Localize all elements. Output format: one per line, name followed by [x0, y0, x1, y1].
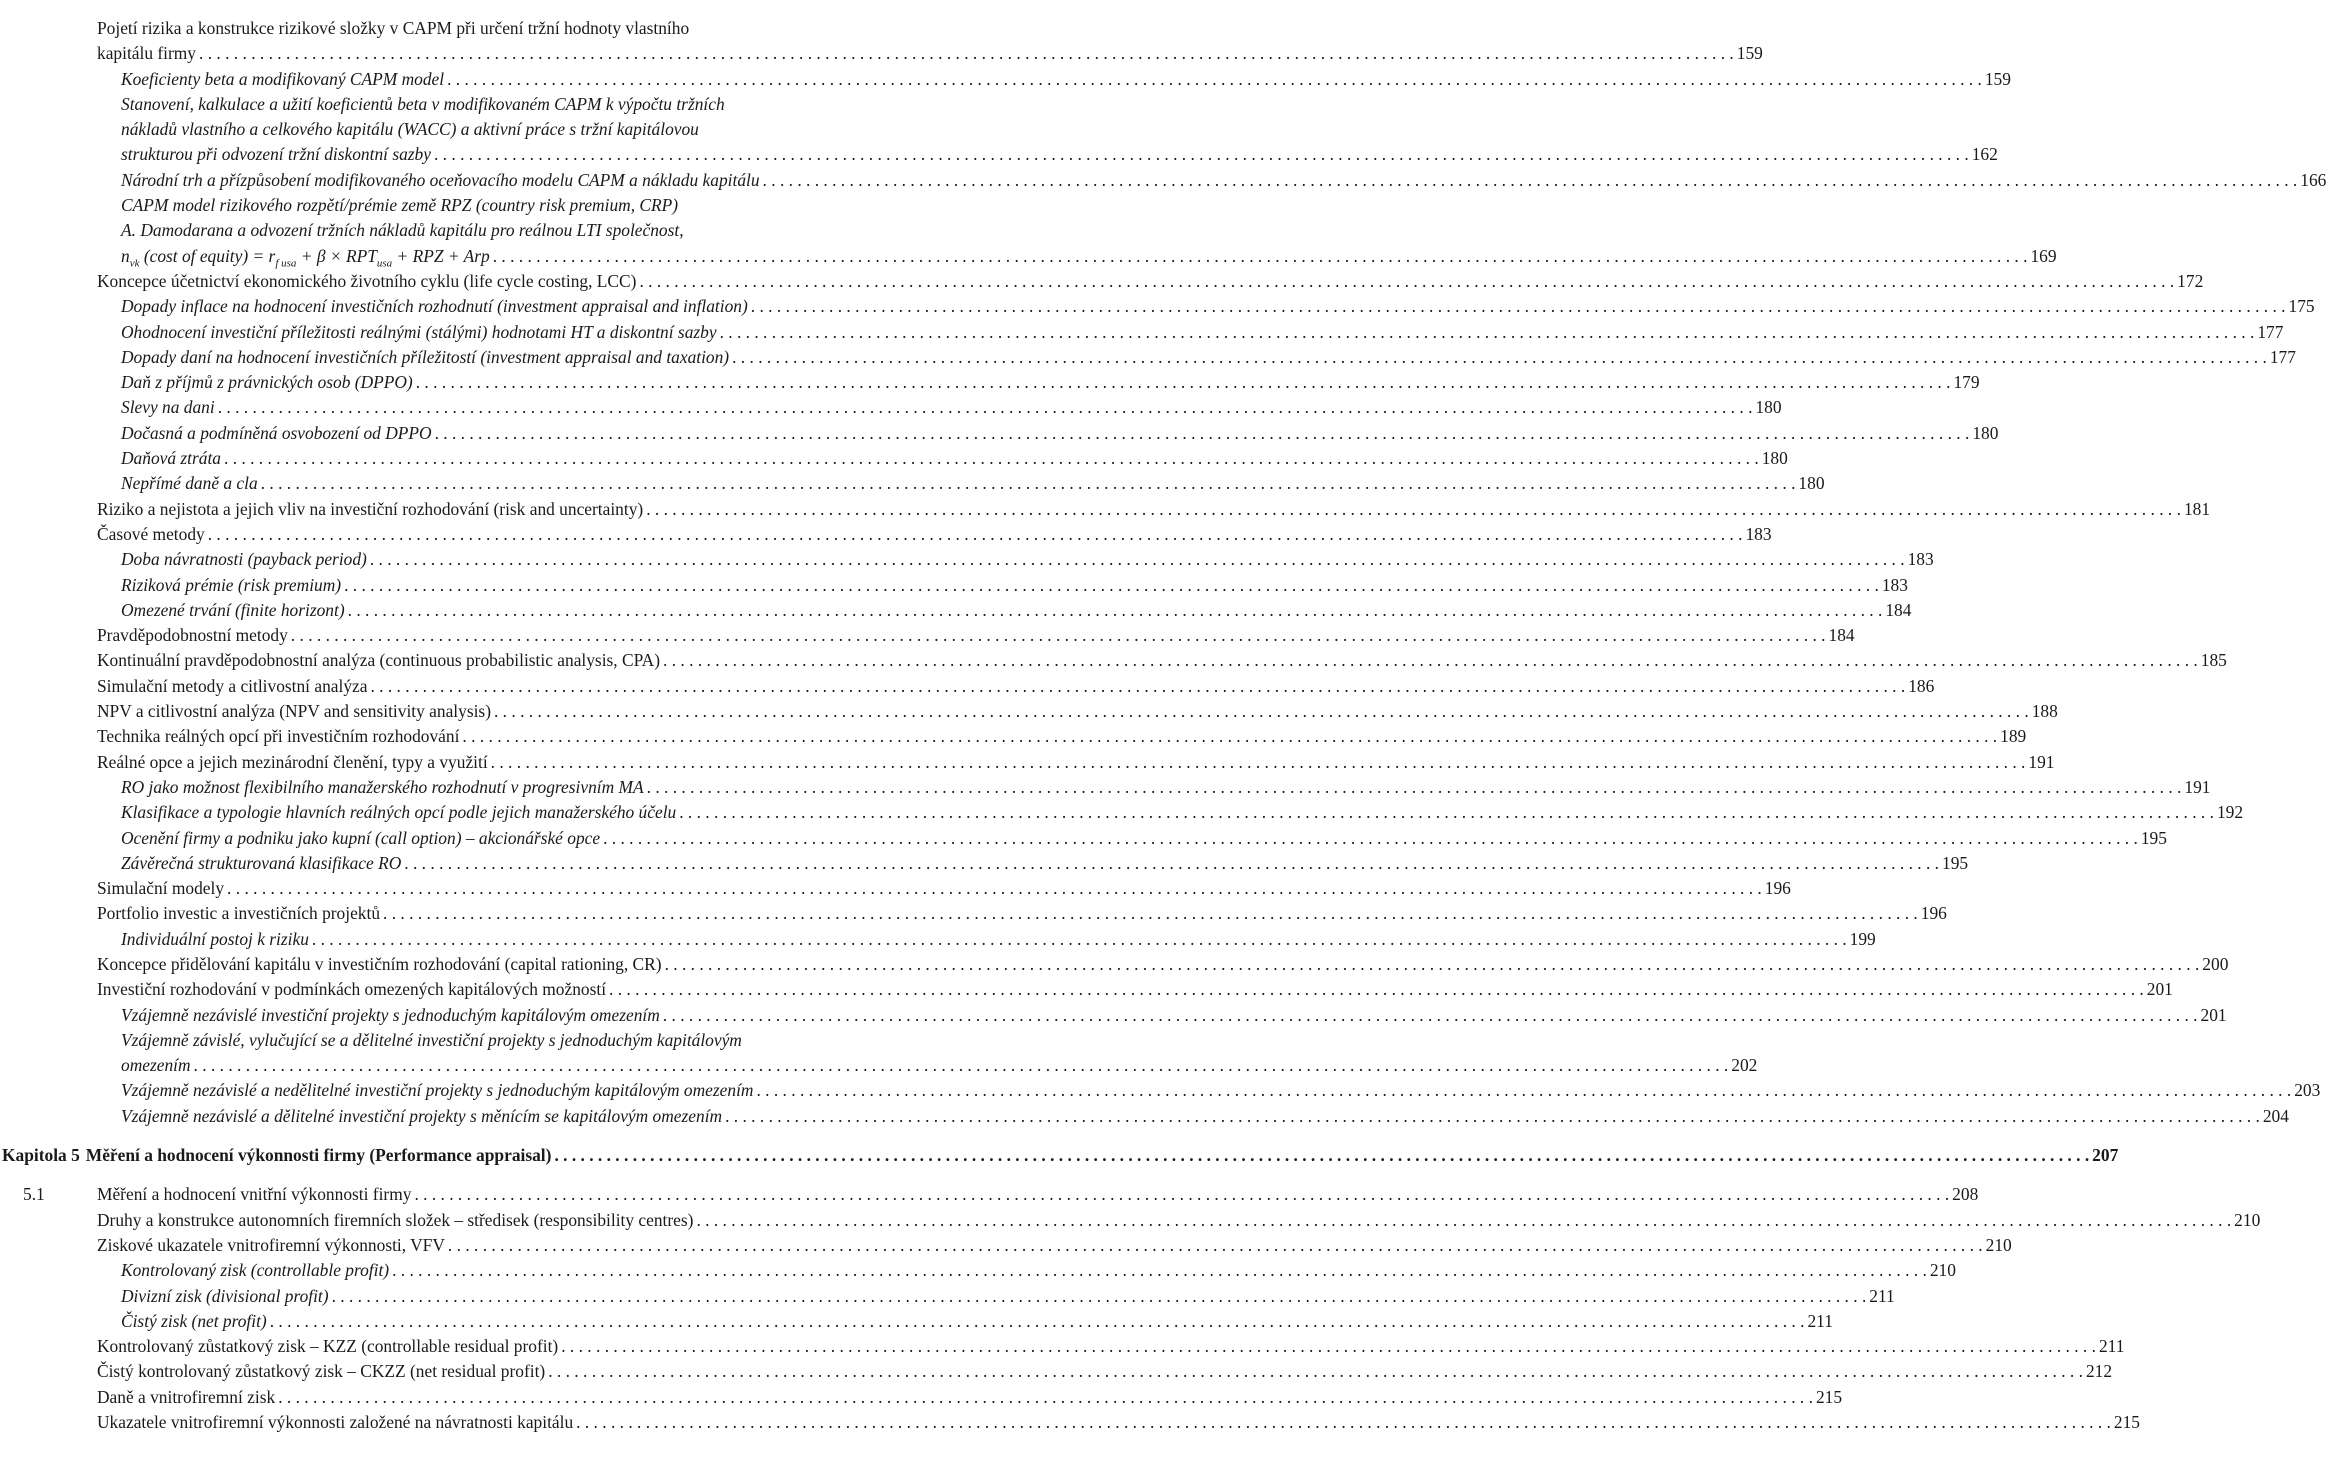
toc-page-number: 199 [1849, 928, 1876, 949]
toc-entry[interactable] [121, 1104, 2289, 1129]
toc-entry-title [121, 1003, 660, 1028]
toc-title-text: Vzájemně nezávislé investiční projekty s jednoduchým kapitálovým omezením [121, 1004, 660, 1025]
toc-page-number: 211 [1807, 1310, 1833, 1331]
dot-leader [725, 1104, 2260, 1129]
dot-leader [370, 547, 1905, 572]
toc-page-number: 180 [1972, 422, 1999, 443]
toc-entry[interactable] [97, 977, 2173, 1002]
toc-entry-title [121, 573, 341, 598]
toc-page-number: 183 [1881, 574, 1908, 595]
toc-entry-title [97, 952, 662, 977]
toc-title-text: Koeficienty beta a modifikovaný CAPM model [121, 68, 445, 89]
dot-leader [646, 497, 2181, 522]
toc-title-text: Čistý kontrolovaný zůstatkový zisk – CKZZ (net residual profit) [97, 1361, 546, 1382]
toc-entry[interactable] [97, 269, 2204, 294]
dot-leader [332, 1284, 1867, 1309]
dot-leader [751, 294, 2286, 319]
toc-page-number: 183 [1745, 523, 1772, 544]
toc-number: 5.1 [23, 1184, 45, 1205]
toc-page-number: 185 [2200, 650, 2227, 671]
toc-entry[interactable] [121, 471, 1825, 496]
dot-leader [561, 1334, 2096, 1359]
dot-leader [720, 320, 2255, 345]
dot-leader [679, 800, 2214, 825]
toc-entry[interactable] [121, 851, 1969, 876]
toc-title-text: Daně a vnitrofiremní zisk [97, 1386, 276, 1407]
toc-entry-title [97, 724, 459, 749]
toc-title-text: Ohodnocení investiční příležitosti reálnými (stálými) hodnotami HT a diskontní sazby [121, 321, 717, 342]
toc-page-number: 172 [2177, 270, 2204, 291]
toc-page-number: 204 [2262, 1105, 2289, 1126]
toc-title-text: Slevy na dani [121, 397, 215, 418]
toc-title-text: Ocenění firmy a podniku jako kupní (call option) – akcionářské opce [121, 827, 601, 848]
toc-page-number: 210 [2234, 1209, 2261, 1230]
table-of-contents [0, 16, 2326, 1435]
toc-page-number: 215 [2113, 1412, 2140, 1433]
toc-entry-title [121, 800, 676, 825]
toc-entry-title [97, 901, 380, 926]
dot-leader [199, 41, 1734, 66]
dot-leader [416, 370, 1951, 395]
dot-leader [218, 395, 1753, 420]
toc-entry-title [121, 826, 600, 851]
toc-page-number: 177 [2257, 321, 2284, 342]
toc-entry-title [121, 547, 367, 572]
toc-page-number: 203 [2294, 1080, 2321, 1101]
toc-entry-title [121, 927, 309, 952]
toc-entry-title [121, 1284, 329, 1309]
toc-entry-title [97, 876, 224, 901]
toc-title-text: Omezené trvání (finite horizont) [121, 599, 345, 620]
toc-page-number: 211 [2098, 1336, 2125, 1357]
toc-entry-title [97, 1410, 573, 1435]
toc-page-number: 180 [1755, 397, 1782, 418]
toc-title-text: RO jako možnost flexibilního manažerského rozhodnutí v progresivním MA [121, 776, 644, 797]
toc-entry-title [121, 395, 215, 420]
dot-leader [639, 269, 2174, 294]
toc-page-number: 184 [1828, 625, 1855, 646]
toc-title-text: Nepřímé daně a cla [121, 473, 258, 494]
dot-leader [609, 977, 2144, 1002]
toc-entry[interactable] [97, 952, 2229, 977]
toc-entry[interactable] [121, 1284, 1895, 1309]
toc-title-text: Ziskové ukazatele vnitrofiremní výkonnosti, VFV [97, 1234, 445, 1255]
toc-page-number: 202 [1731, 1055, 1758, 1076]
dot-leader [494, 699, 2029, 724]
toc-title-text: Kontrolovaný zůstatkový zisk – KZZ (controllable residual profit) [97, 1336, 559, 1357]
toc-entry-title [97, 522, 205, 547]
toc-page-number: 189 [2000, 726, 2027, 747]
toc-title-text: Simulační modely [97, 878, 225, 899]
toc-entry[interactable] [121, 547, 1934, 572]
toc-page-number: 208 [1952, 1184, 1979, 1205]
toc-entry[interactable] [97, 750, 2055, 775]
dot-leader [291, 623, 1826, 648]
toc-entry[interactable] [97, 901, 1947, 926]
toc-title-text: Dopady daní na hodnocení investičních příležitostí (investment appraisal and taxation) [121, 346, 730, 367]
toc-entry-title [121, 421, 432, 446]
toc-section[interactable] [23, 1182, 1979, 1207]
toc-page-number: 196 [1764, 878, 1791, 899]
dot-leader [383, 901, 1918, 926]
toc-title-text: Pravděpodobnostní metody [97, 625, 288, 646]
toc-page-number: 212 [2085, 1361, 2113, 1382]
dot-leader [224, 446, 1759, 471]
toc-entry-title [2, 1143, 551, 1168]
dot-leader [414, 1182, 1949, 1207]
toc-entry[interactable] [97, 648, 2227, 673]
toc-entry[interactable] [97, 1410, 2140, 1435]
dot-leader [696, 1208, 2231, 1233]
toc-page-number: 210 [1985, 1234, 2012, 1255]
toc-page-number: 192 [2216, 802, 2244, 823]
toc-page-number: 159 [1984, 68, 2011, 89]
dot-leader [763, 168, 2298, 193]
toc-entry[interactable] [121, 370, 1980, 395]
dot-leader [665, 952, 2200, 977]
toc-entry[interactable] [97, 1385, 1843, 1410]
dot-leader [194, 1053, 1729, 1078]
toc-title-text: Vzájemně nezávislé a nedělitelné investiční projekty s jednoduchým kapitálovým omezením [121, 1080, 754, 1101]
dot-leader [663, 648, 2198, 673]
toc-title-text: Individuální postoj k riziku [121, 928, 309, 949]
toc-entry[interactable] [97, 1233, 2012, 1258]
toc-title-text: omezením [121, 1055, 191, 1076]
toc-entry[interactable] [121, 1003, 2227, 1028]
toc-title-text: Klasifikace a typologie hlavních reálných opcí podle jejich manažerského účelu [121, 802, 677, 823]
toc-entry-title [121, 142, 431, 167]
dot-leader [462, 724, 1997, 749]
formula-part: vk [129, 257, 140, 270]
toc-entry-title [121, 67, 444, 92]
toc-entry[interactable] [121, 775, 2211, 800]
toc-entry-title [97, 750, 488, 775]
toc-page-number: 183 [1907, 549, 1934, 570]
formula-part: + RPZ + Arp [392, 245, 490, 266]
toc-number: Kapitola 5 [2, 1145, 80, 1166]
toc-entry-title [97, 623, 288, 648]
dot-leader [756, 1078, 2291, 1103]
toc-entry[interactable] [121, 446, 1788, 471]
toc-title-text: Národní trh a přízpůsobení modifikovaného oceňovacího modelu CAPM a nákladu kapitálu [121, 169, 760, 190]
toc-entry[interactable] [97, 16, 1763, 67]
toc-entry[interactable] [121, 573, 1908, 598]
dot-leader [370, 674, 1905, 699]
dot-leader [447, 67, 1982, 92]
toc-entry-title [121, 244, 490, 269]
toc-entry[interactable] [121, 800, 2244, 825]
dot-leader [227, 876, 1762, 901]
toc-entry-title [121, 1053, 191, 1078]
toc-entry-title [97, 1208, 693, 1233]
toc-entry-title [121, 775, 644, 800]
toc-title-text: Daň z příjmů z právnických osob (DPPO) [121, 372, 413, 393]
toc-title-text: Doba návratnosti (payback period) [121, 549, 367, 570]
toc-entry[interactable] [121, 1028, 1758, 1079]
toc-entry-title [121, 471, 258, 496]
toc-entry-title [97, 1334, 558, 1359]
toc-entry-text-line: Pojetí rizika a konstrukce rizikové složky v CAPM při určení tržní hodnoty vlastního [97, 18, 690, 38]
toc-entry-title [121, 446, 221, 471]
toc-title-text: NPV a citlivostní analýza (NPV and sensitivity analysis) [97, 701, 491, 722]
toc-page-number: 191 [2184, 776, 2211, 797]
dot-leader [404, 851, 1939, 876]
toc-title-text: kapitálu firmy [97, 43, 197, 64]
dot-leader [208, 522, 1743, 547]
toc-page-number: 180 [1798, 473, 1825, 494]
dot-leader [732, 345, 2267, 370]
toc-entry[interactable] [97, 1359, 2113, 1384]
toc-entry-title [121, 851, 401, 876]
toc-page-number: 169 [2030, 245, 2057, 266]
dot-leader [603, 826, 2138, 851]
toc-entry[interactable] [97, 522, 1772, 547]
toc-page-number: 201 [2146, 979, 2173, 1000]
formula-part: n [121, 245, 130, 266]
toc-entry[interactable] [97, 623, 1855, 648]
toc-entry[interactable] [121, 1078, 2321, 1103]
toc-entry[interactable] [97, 724, 2027, 749]
toc-title-text: Druhy a konstrukce autonomních firemních složek – středisek (responsibility centres) [97, 1209, 694, 1230]
toc-page-number: 191 [2028, 751, 2055, 772]
toc-page-number: 196 [1920, 903, 1947, 924]
toc-title-text: Simulační metody a citlivostní analýza [97, 675, 368, 696]
toc-entry-text-line: A. Damodarana a odvození tržních nákladů kapitálu pro reálnou LTI společnost, [121, 220, 684, 241]
formula-part: + β × RPT [296, 245, 377, 266]
toc-page-number: 159 [1736, 43, 1763, 64]
toc-title-text: Riziková prémie (risk premium) [121, 574, 342, 595]
toc-chapter[interactable] [2, 1143, 2119, 1168]
toc-title-text: Daňová ztráta [121, 448, 221, 469]
toc-title-text: Měření a hodnocení vnitřní výkonnosti firmy [97, 1184, 412, 1205]
toc-title-text: Dopady inflace na hodnocení investičních rozhodnutí (investment appraisal and inflation) [121, 296, 748, 317]
toc-entry[interactable] [121, 927, 1876, 952]
toc-entry[interactable] [121, 168, 2326, 193]
toc-entry[interactable] [97, 876, 1791, 901]
toc-title-text: Závěrečná strukturovaná klasifikace RO [121, 852, 402, 873]
toc-entry-title [97, 269, 636, 294]
toc-page-number: 201 [2200, 1004, 2227, 1025]
toc-entry-title [97, 977, 606, 1002]
toc-title-text: Investiční rozhodování v podmínkách omezených kapitálových možností [97, 979, 607, 1000]
toc-title-text: Ukazatele vnitrofiremní výkonnosti založené na návratnosti kapitálu [97, 1412, 574, 1433]
dot-leader [493, 244, 2028, 269]
formula-part: f usa [275, 257, 297, 270]
toc-page-number: 195 [2140, 827, 2167, 848]
dot-leader [663, 1003, 2198, 1028]
toc-title-text: Měření a hodnocení výkonnosti firmy (Performance appraisal) [85, 1145, 552, 1166]
dot-leader [435, 421, 1970, 446]
toc-page-number: 166 [2300, 169, 2326, 190]
dot-leader [434, 142, 1969, 167]
dot-leader [647, 775, 2182, 800]
toc-title-text: Vzájemně nezávislé a dělitelné investiční projekty s měnícím se kapitálovým omezením [121, 1105, 723, 1126]
toc-title-text: Riziko a nejistota a jejich vliv na investiční rozhodování (risk and uncertainty) [97, 498, 644, 519]
toc-entry[interactable] [121, 395, 1782, 420]
toc-entry-title [121, 598, 345, 623]
toc-entry-title [121, 1104, 722, 1129]
toc-entry[interactable] [97, 497, 2211, 522]
toc-title-text: Divizní zisk (divisional profit) [121, 1285, 329, 1306]
toc-entry[interactable] [121, 345, 2296, 370]
toc-page-number: 180 [1761, 448, 1788, 469]
toc-entry-text-line: Stanovení, kalkulace a užití koeficientů beta v modifikovaném CAPM k výpočtu tržních [121, 93, 725, 114]
toc-entry-title [97, 497, 643, 522]
toc-title-text: Koncepce účetnictví ekonomického životního cyklu (life cycle costing, LCC) [97, 270, 637, 291]
toc-page-number: 181 [2183, 498, 2211, 519]
toc-entry-text-line: Vzájemně závislé, vylučující se a dělitelné investiční projekty s jednoduchým kapitálovým [121, 1029, 742, 1050]
toc-entry[interactable] [121, 193, 2057, 270]
toc-title-text: Dočasná a podmíněná osvobození od DPPO [121, 422, 432, 443]
toc-entry[interactable] [121, 1309, 1833, 1334]
toc-entry-title [97, 1359, 545, 1384]
toc-entry-title [23, 1182, 411, 1207]
toc-entry[interactable] [97, 1208, 2261, 1233]
toc-entry-title [121, 320, 717, 345]
toc-entry-title [121, 168, 760, 193]
toc-entry-title [121, 294, 748, 319]
toc-page-number: 179 [1953, 372, 1980, 393]
toc-entry-title [97, 1385, 275, 1410]
toc-page-number: 186 [1908, 675, 1935, 696]
toc-entry-text-line: nákladů vlastního a celkového kapitálu (WACC) a aktivní práce s tržní kapitálovou [121, 119, 699, 140]
toc-page-number: 200 [2202, 953, 2229, 974]
toc-page-number: 211 [1869, 1285, 1895, 1306]
toc-entry[interactable] [121, 67, 2011, 92]
toc-page-number: 195 [1942, 852, 1969, 873]
toc-entry-title [121, 370, 413, 395]
toc-entry[interactable] [121, 826, 2167, 851]
toc-page-number: 210 [1929, 1260, 1956, 1281]
toc-page-number: 184 [1885, 599, 1912, 620]
dot-leader [448, 1233, 1983, 1258]
dot-leader [548, 1359, 2083, 1384]
dot-leader [344, 573, 1879, 598]
dot-leader [491, 750, 2026, 775]
toc-title-text: Technika reálných opcí při investičním rozhodování [97, 726, 460, 747]
toc-entry-title [97, 699, 491, 724]
toc-entry-title [121, 1309, 267, 1334]
toc-page-number: 177 [2269, 346, 2296, 367]
dot-leader [576, 1410, 2111, 1435]
dot-leader [312, 927, 1847, 952]
dot-leader [261, 471, 1796, 496]
dot-leader [278, 1385, 1813, 1410]
toc-entry[interactable] [121, 1258, 1956, 1283]
toc-title-text: Reálné opce a jejich mezinárodní členění, typy a využití [97, 751, 488, 772]
toc-title-text: Portfolio investic a investičních projektů [97, 903, 381, 924]
toc-title-text: Kontrolovaný zisk (controllable profit) [121, 1260, 390, 1281]
toc-entry[interactable] [97, 699, 2058, 724]
dot-leader [554, 1143, 2089, 1168]
toc-entry-title [121, 345, 729, 370]
formula-part: usa [376, 257, 393, 270]
formula-part: (cost of equity) = r [139, 245, 276, 266]
toc-title-text: Časové metody [97, 523, 205, 544]
toc-entry[interactable] [121, 294, 2315, 319]
dot-leader [392, 1258, 1927, 1283]
toc-entry[interactable] [121, 421, 1999, 446]
toc-entry-title [121, 1078, 753, 1103]
toc-title-text: Kontinuální pravděpodobnostní analýza (continuous probabilistic analysis, CPA) [97, 650, 661, 671]
toc-title-text: Čistý zisk (net profit) [121, 1310, 267, 1331]
dot-leader [270, 1309, 1805, 1334]
toc-page-number: 215 [1815, 1386, 1843, 1407]
toc-entry-title [121, 1258, 389, 1283]
toc-entry[interactable] [121, 598, 1912, 623]
toc-entry-title [97, 674, 367, 699]
toc-page-number: 207 [2092, 1145, 2119, 1166]
toc-page-number: 162 [1971, 144, 1998, 165]
toc-page-number: 175 [2288, 296, 2315, 317]
toc-entry-title [97, 1233, 445, 1258]
toc-entry-text-line: CAPM model rizikového rozpětí/prémie země RPZ (country risk premium, CRP) [121, 195, 679, 216]
toc-entry[interactable] [97, 1334, 2125, 1359]
toc-entry[interactable] [121, 320, 2284, 345]
toc-title-text: strukturou při odvození tržní diskontní sazby [121, 144, 431, 165]
toc-page-number: 188 [2031, 701, 2058, 722]
toc-entry[interactable] [97, 674, 1935, 699]
toc-entry[interactable] [121, 92, 1998, 168]
toc-entry-title [97, 41, 196, 66]
toc-title-text: Koncepce přidělování kapitálu v investičním rozhodování (capital rationing, CR) [97, 953, 662, 974]
toc-entry-title [97, 648, 660, 673]
dot-leader [348, 598, 1883, 623]
